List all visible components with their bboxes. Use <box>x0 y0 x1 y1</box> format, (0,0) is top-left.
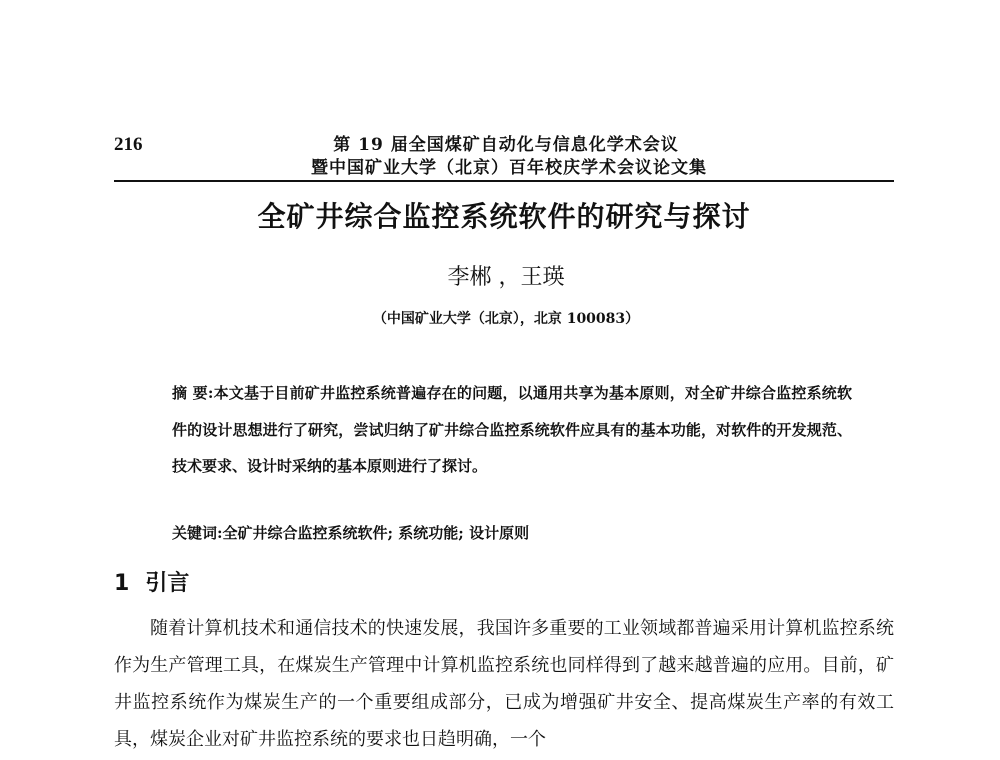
keywords <box>172 522 852 543</box>
abstract-text: 本文基于目前矿井监控系统普遍存在的问题，以通用共享为基本原则，对全矿井综合监控系统软件的设计思想进行了研究，尝试归纳了矿井综合监控系统软件应具有的基本功能，对软件的开发规范、技术要求、设计时采纳的基本原则进行了探讨。 <box>172 384 852 475</box>
keywords-text: 全矿井综合监控系统软件; 系统功能; 设计原则 <box>222 524 530 542</box>
paper-title: 全矿井综合监控系统软件的研究与探讨 <box>257 200 751 233</box>
abstract-label: 摘 要: <box>172 384 214 402</box>
abstract <box>172 375 852 485</box>
affiliation: （中国矿业大学（北京），北京 100083） <box>372 311 640 327</box>
section-number: 1 <box>114 571 130 596</box>
conference-header-line-1: 第 19 届全国煤矿自动化与信息化学术会议 <box>333 135 679 155</box>
keywords-label: 关键词: <box>172 524 223 542</box>
page-number: 216 <box>114 134 143 155</box>
header-rule <box>114 180 894 182</box>
conference-header-line-2: 暨中国矿业大学（北京）百年校庆学术会议论文集 <box>311 158 707 178</box>
body-paragraph: 随着计算机技术和通信技术的快速发展，我国许多重要的工业领域都普遍采用计算机监控系统作为生产管理工具，在煤炭生产管理中计算机监控系统也同样得到了越来越普遍的应用。目前，矿井监控系统作为煤炭生产的一个重要组成部分，已成为增强矿井安全、提高煤炭生产率的有效工具，煤炭企业对矿井监控系统的要求也日趋明确，一个 <box>114 618 894 750</box>
section-heading <box>114 566 189 597</box>
authors: 李郴 ，王瑛 <box>447 265 565 290</box>
section-title: 引言 <box>145 571 190 596</box>
